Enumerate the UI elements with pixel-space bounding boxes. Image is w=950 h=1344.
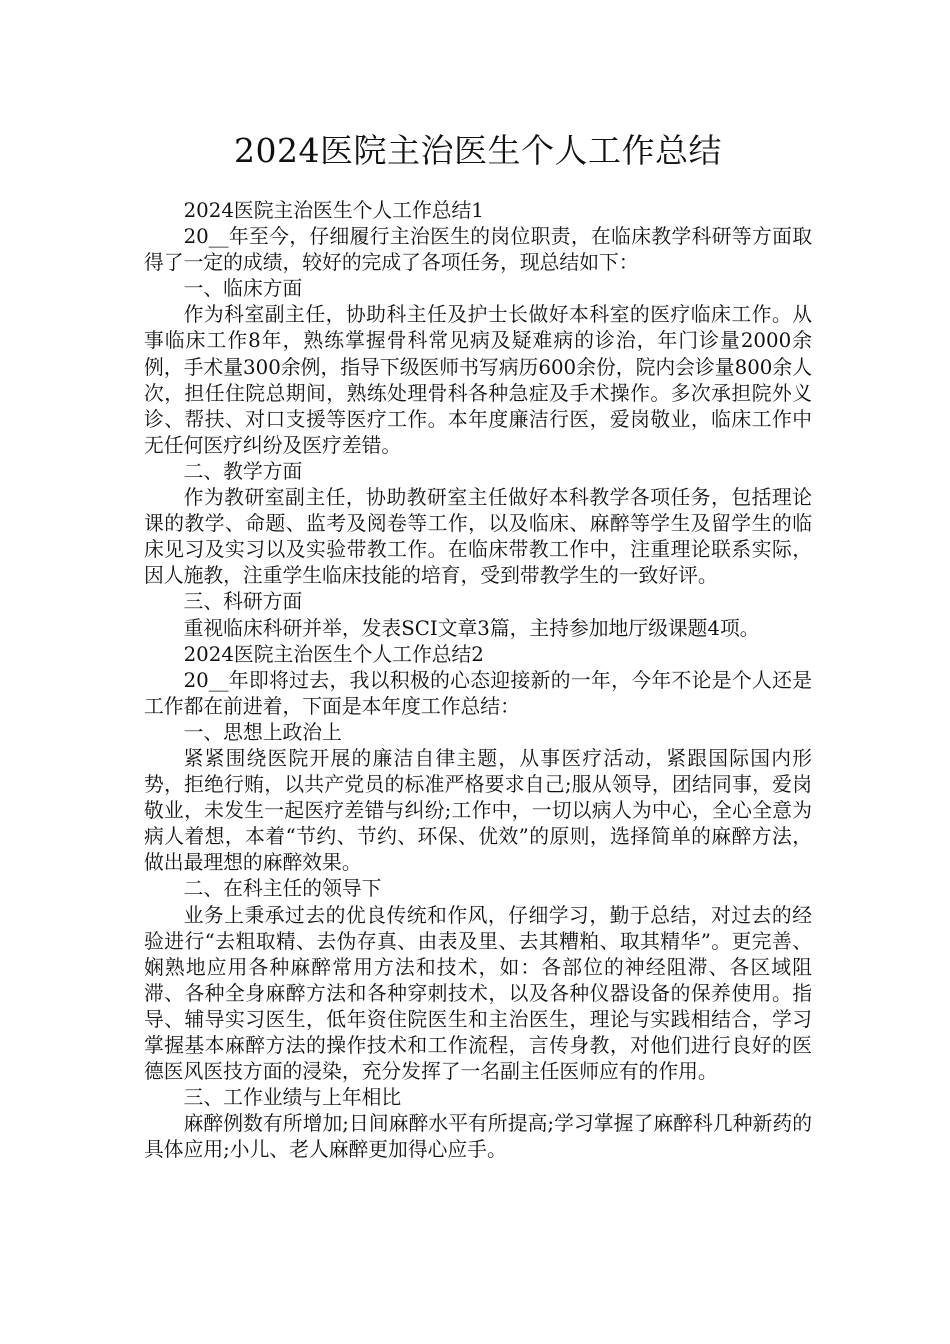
body-paragraph: 麻醉例数有所增加;日间麻醉水平有所提高;学习掌握了麻醉科几种新药的具体应用;小儿、老人麻醉更加得心应手。 <box>144 1112 812 1162</box>
document-page <box>144 126 812 1163</box>
subheading: 一、临床方面 <box>183 277 303 301</box>
body-paragraph: 作为科室副主任，协助科主任及护士长做好本科室的医疗临床工作。从事临床工作8年，熟练掌握骨科常见病及疑难病的诊治，年门诊量2000余例，手术量300余例，指导下级医师书写病历600余份，院内会诊量800余人次，担任住院总期间，熟练处理骨科各种急症及手术操作。多次承担院外义诊、帮扶、对口支援等医疗工作。本年度廉洁行医，爱岗敬业，临床工作中无任何医疗纠纷及医疗差错。 <box>144 303 812 457</box>
body-paragraph: 业务上秉承过去的优良传统和作风，仔细学习，勤于总结，对过去的经验进行“去粗取精、去伪存真、由表及里、去其糟粕、取其精华”。更完善、娴熟地应用各种麻醉常用方法和技术，如：各部位的神经阻滞、各区域阻滞、各种全身麻醉方法和各种穿刺技术，以及各种仪器设备的保养使用。指导、辅导实习医生，低年资住院医生和主治医生，理论与实践相结合，学习掌握基本麻醉方法的操作技术和工作流程，言传身教，对他们进行良好的医德医风医技方面的浸染，充分发挥了一名副主任医师应有的作用。 <box>144 903 812 1084</box>
body-paragraph: 20__年即将过去，我以积极的心态迎接新的一年，今年不论是个人还是工作都在前进着，下面是本年度工作总结： <box>144 668 812 718</box>
subheading: 一、思想上政治上 <box>183 720 342 744</box>
body-paragraph: 20__年至今，仔细履行主治医生的岗位职责，在临床教学科研等方面取得了一定的成绩，较好的完成了各项任务，现总结如下： <box>144 225 812 275</box>
subheading: 二、在科主任的领导下 <box>183 877 382 901</box>
subheading: 二、教学方面 <box>183 459 303 483</box>
body-paragraph: 紧紧围绕医院开展的廉洁自律主题，从事医疗活动，紧跟国际国内形势，拒绝行贿，以共产党员的标准严格要求自己;服从领导，团结同事，爱岗敬业，未发生一起医疗差错与纠纷;工作中，一切以病人为中心，全心全意为病人着想，本着“节约、节约、环保、优效”的原则，选择简单的麻醉方法，做出最理想的麻醉效果。 <box>144 746 812 875</box>
body-paragraph: 作为教研室副主任，协助教研室主任做好本科教学各项任务，包括理论课的教学、命题、监考及阅卷等工作，以及临床、麻醉等学生及留学生的临床见习及实习以及实验带教工作。在临床带教工作中，注重理论联系实际，因人施教，注重学生临床技能的培育，受到带教学生的一致好评。 <box>144 486 812 588</box>
body-paragraph: 重视临床科研并举，发表SCI文章3篇，主持参加地厅级课题4项。 <box>183 616 760 640</box>
section-heading-2: 2024医院主治医生个人工作总结2 <box>183 642 484 666</box>
section-heading-1: 2024医院主治医生个人工作总结1 <box>183 199 484 222</box>
document-title: 2024医院主治医生个人工作总结 <box>234 131 722 170</box>
subheading: 三、科研方面 <box>183 590 303 614</box>
subheading: 三、工作业绩与上年相比 <box>183 1086 402 1110</box>
